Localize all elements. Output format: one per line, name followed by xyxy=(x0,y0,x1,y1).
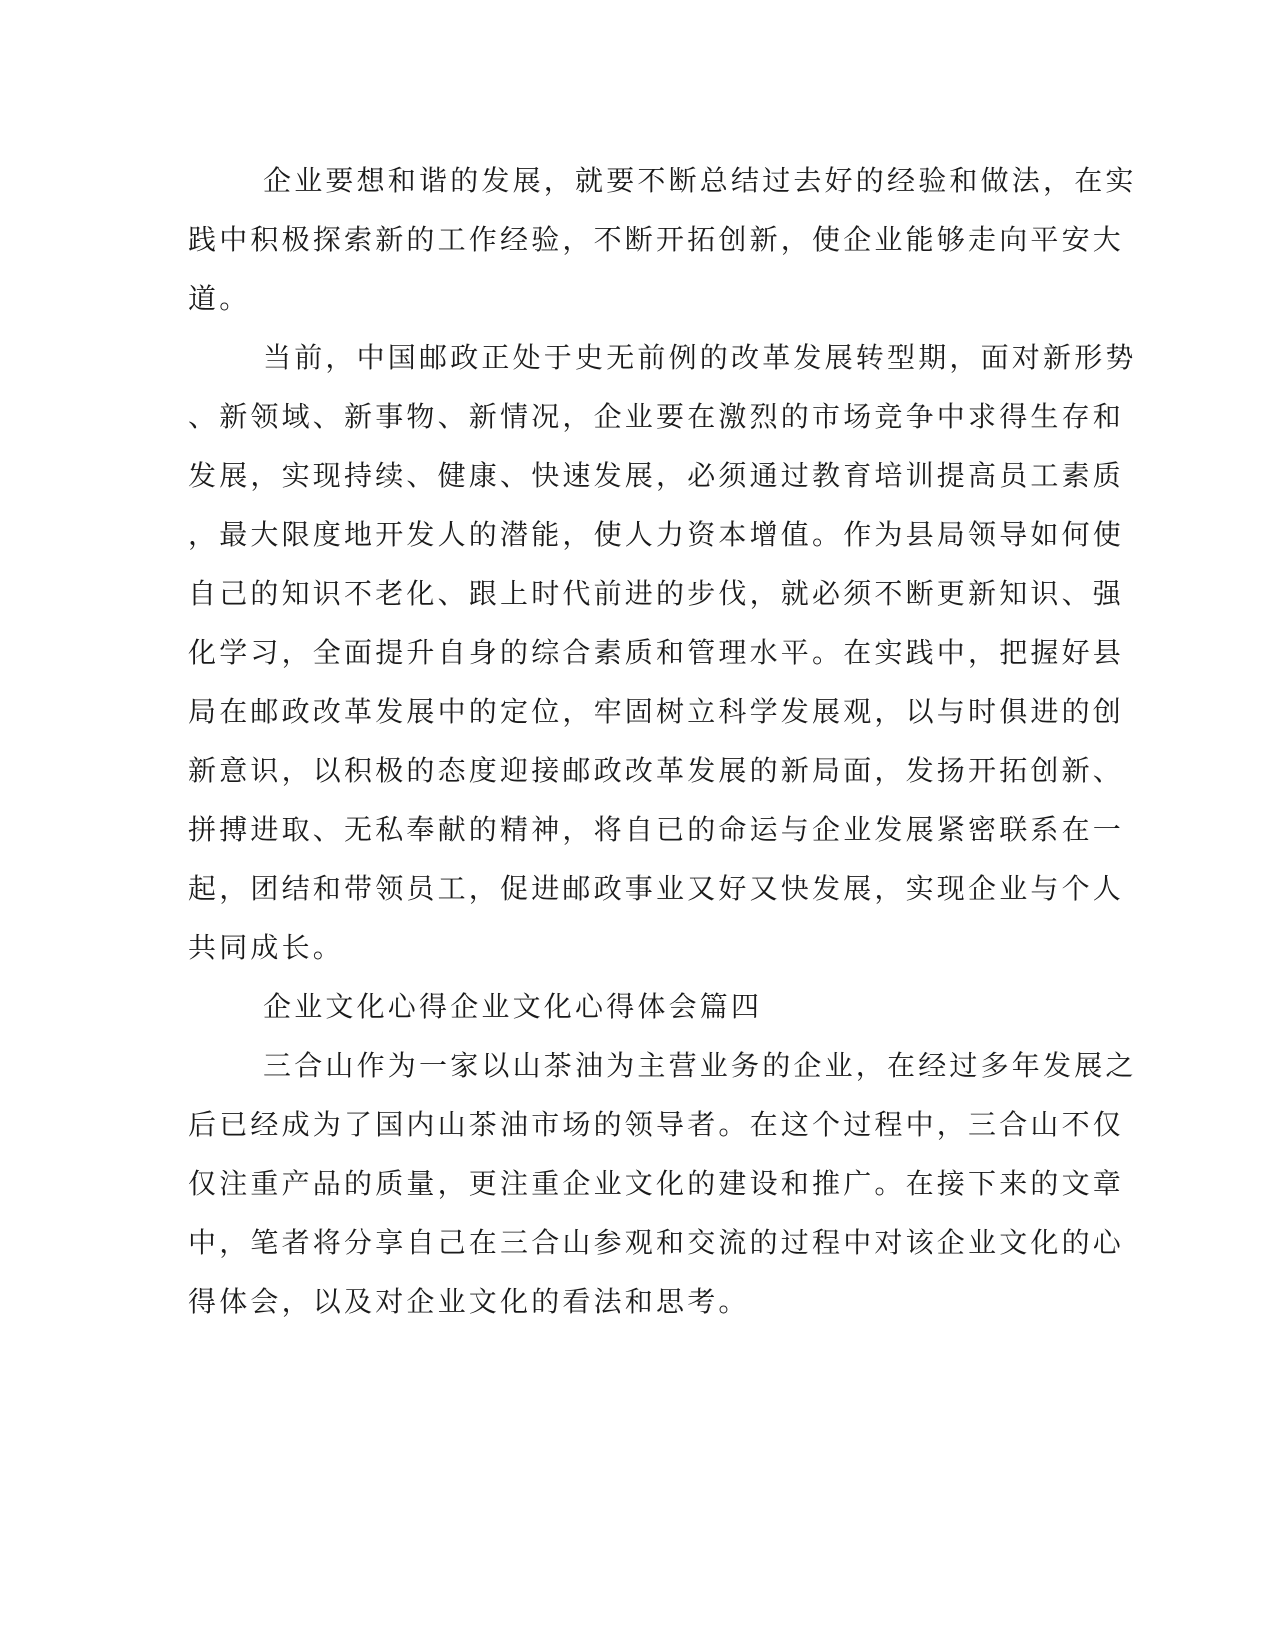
paragraph-line: 当前，中国邮政正处于史无前例的改革发展转型期，面对新形势 xyxy=(263,341,1137,374)
section-heading: 企业文化心得企业文化心得体会篇四 xyxy=(263,990,763,1023)
paragraph-line: 新意识，以积极的态度迎接邮政改革发展的新局面，发扬开拓创新、 xyxy=(188,754,1125,787)
paragraph-line: 道。 xyxy=(188,282,251,315)
paragraph-line: 发展，实现持续、健康、快速发展，必须通过教育培训提高员工素质 xyxy=(188,459,1125,492)
paragraph-line: 局在邮政改革发展中的定位，牢固树立科学发展观，以与时俱进的创 xyxy=(188,695,1125,728)
paragraph-line: 后已经成为了国内山茶油市场的领导者。在这个过程中，三合山不仅 xyxy=(188,1108,1125,1141)
paragraph-line: 、新领域、新事物、新情况，企业要在激烈的市场竞争中求得生存和 xyxy=(188,400,1125,433)
paragraph-line: 化学习，全面提升自身的综合素质和管理水平。在实践中，把握好县 xyxy=(188,636,1125,669)
paragraph-line: ，最大限度地开发人的潜能，使人力资本增值。作为县局领导如何使 xyxy=(188,518,1125,551)
paragraph-line: 得体会，以及对企业文化的看法和思考。 xyxy=(188,1285,750,1318)
paragraph-line: 践中积极探索新的工作经验，不断开拓创新，使企业能够走向平安大 xyxy=(188,223,1125,256)
paragraph-line: 共同成长。 xyxy=(188,931,345,964)
paragraph-line: 仅注重产品的质量，更注重企业文化的建设和推广。在接下来的文章 xyxy=(188,1167,1125,1200)
paragraph-line: 中，笔者将分享自己在三合山参观和交流的过程中对该企业文化的心 xyxy=(188,1226,1125,1259)
paragraph-line: 起，团结和带领员工，促进邮政事业又好又快发展，实现企业与个人 xyxy=(188,872,1125,905)
paragraph-line: 自己的知识不老化、跟上时代前进的步伐，就必须不断更新知识、强 xyxy=(188,577,1125,610)
paragraph-line: 拼搏进取、无私奉献的精神，将自已的命运与企业发展紧密联系在一 xyxy=(188,813,1125,846)
paragraph-line: 三合山作为一家以山茶油为主营业务的企业，在经过多年发展之 xyxy=(263,1049,1137,1082)
paragraph-line: 企业要想和谐的发展，就要不断总结过去好的经验和做法，在实 xyxy=(263,164,1137,197)
